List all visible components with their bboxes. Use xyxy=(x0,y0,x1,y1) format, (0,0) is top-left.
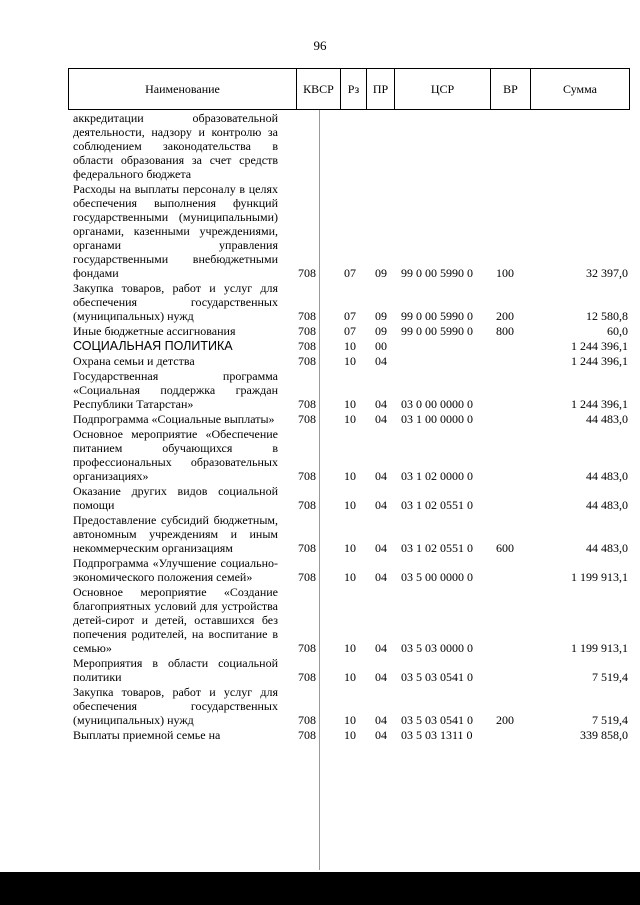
row-rz: 10 xyxy=(344,713,356,727)
table-row xyxy=(68,111,630,181)
table-row xyxy=(68,324,630,338)
row-sum: 44 483,0 xyxy=(586,541,628,555)
page-number: 96 xyxy=(313,38,327,53)
row-name: Оказание других видов социальной помощи xyxy=(73,484,278,512)
row-kvsr: 708 xyxy=(298,570,316,584)
row-pr: 04 xyxy=(375,641,387,655)
row-sum: 339 858,0 xyxy=(580,728,628,742)
row-csr: 03 5 03 0000 0 xyxy=(401,641,473,655)
header-name: Наименование xyxy=(69,69,297,109)
row-name: Мероприятия в области социальной политики xyxy=(73,656,278,684)
row-pr: 04 xyxy=(375,397,387,411)
row-sum: 44 483,0 xyxy=(586,469,628,483)
row-vr: 600 xyxy=(496,541,514,555)
row-name: Закупка товаров, работ и услуг для обеспечения государственных (муниципальных) нужд xyxy=(73,281,278,323)
row-kvsr: 708 xyxy=(298,541,316,555)
row-name: Предоставление субсидий бюджетным, автономным учреждениям и иным некоммерческим организациям xyxy=(73,513,278,555)
row-kvsr: 708 xyxy=(298,498,316,512)
row-sum: 60,0 xyxy=(607,324,628,338)
row-kvsr: 708 xyxy=(298,309,316,323)
table-row xyxy=(68,685,630,727)
row-rz: 10 xyxy=(344,339,356,353)
header-csr: ЦСР xyxy=(395,69,491,109)
row-sum: 1 199 913,1 xyxy=(571,570,628,584)
row-csr: 99 0 00 5990 0 xyxy=(401,266,473,280)
table-row xyxy=(68,513,630,555)
row-pr: 09 xyxy=(375,266,387,280)
row-name: Расходы на выплаты персоналу в целях обеспечения выполнения функций государственными (муниципальными) органами, казенными учреждениями, органами управления государственными внебюджетными фондами xyxy=(73,182,278,280)
table-body xyxy=(68,111,630,742)
row-pr: 04 xyxy=(375,670,387,684)
row-pr: 04 xyxy=(375,713,387,727)
scan-bottom-edge xyxy=(0,872,640,905)
row-kvsr: 708 xyxy=(298,728,316,742)
row-kvsr: 708 xyxy=(298,339,316,353)
row-rz: 10 xyxy=(344,469,356,483)
table-row xyxy=(68,585,630,655)
row-name: СОЦИАЛЬНАЯ ПОЛИТИКА xyxy=(73,339,233,353)
row-csr: 03 5 03 0541 0 xyxy=(401,713,473,727)
table-row xyxy=(68,412,630,426)
row-vr: 800 xyxy=(496,324,514,338)
row-kvsr: 708 xyxy=(298,412,316,426)
row-csr: 03 1 00 0000 0 xyxy=(401,412,473,426)
row-kvsr: 708 xyxy=(298,469,316,483)
row-name: Подпрограмма «Социальные выплаты» xyxy=(73,412,275,426)
row-kvsr: 708 xyxy=(298,713,316,727)
column-divider xyxy=(319,110,320,870)
header-pr: ПР xyxy=(367,69,395,109)
header-sum: Сумма xyxy=(563,82,597,96)
table-row xyxy=(68,339,630,353)
row-pr: 09 xyxy=(375,309,387,323)
row-sum: 1 244 396,1 xyxy=(571,397,628,411)
row-pr: 04 xyxy=(375,412,387,426)
row-csr: 03 1 02 0000 0 xyxy=(401,469,473,483)
row-vr: 200 xyxy=(496,309,514,323)
row-sum: 1 199 913,1 xyxy=(571,641,628,655)
row-rz: 10 xyxy=(344,354,356,368)
row-pr: 04 xyxy=(375,728,387,742)
row-pr: 04 xyxy=(375,354,387,368)
table-row xyxy=(68,427,630,483)
row-rz: 10 xyxy=(344,670,356,684)
table-row xyxy=(68,656,630,684)
row-vr: 200 xyxy=(496,713,514,727)
row-name: Основное мероприятие «Обеспечение питанием обучающихся в профессиональных образовательных организациях» xyxy=(73,427,278,483)
table-row xyxy=(68,354,630,368)
row-rz: 07 xyxy=(344,324,356,338)
row-pr: 09 xyxy=(375,324,387,338)
row-name: аккредитации образовательной деятельности, надзору и контролю за соблюдением законодательства в области образования за счет средств федерального бюджета xyxy=(73,111,278,181)
row-rz: 10 xyxy=(344,641,356,655)
row-name: Иные бюджетные ассигнования xyxy=(73,324,236,338)
row-csr: 03 1 02 0551 0 xyxy=(401,498,473,512)
row-kvsr: 708 xyxy=(298,354,316,368)
row-csr: 03 5 03 0541 0 xyxy=(401,670,473,684)
row-name: Государственная программа «Социальная поддержка граждан Республики Татарстан» xyxy=(73,369,278,411)
row-rz: 10 xyxy=(344,728,356,742)
row-csr: 03 5 03 1311 0 xyxy=(401,728,473,742)
row-csr: 99 0 00 5990 0 xyxy=(401,309,473,323)
table-row xyxy=(68,182,630,280)
row-pr: 00 xyxy=(375,339,387,353)
row-sum: 1 244 396,1 xyxy=(571,339,628,353)
row-csr: 99 0 00 5990 0 xyxy=(401,324,473,338)
header-kvsr: КВСР xyxy=(297,69,341,109)
row-csr: 03 1 02 0551 0 xyxy=(401,541,473,555)
row-kvsr: 708 xyxy=(298,670,316,684)
row-kvsr: 708 xyxy=(298,266,316,280)
row-csr: 03 5 00 0000 0 xyxy=(401,570,473,584)
row-csr: 03 0 00 0000 0 xyxy=(401,397,473,411)
table-row xyxy=(68,281,630,323)
row-rz: 07 xyxy=(344,266,356,280)
row-kvsr: 708 xyxy=(298,324,316,338)
budget-table xyxy=(68,68,630,742)
row-sum: 12 580,8 xyxy=(586,309,628,323)
row-rz: 10 xyxy=(344,541,356,555)
row-rz: 10 xyxy=(344,570,356,584)
row-name: Закупка товаров, работ и услуг для обеспечения государственных (муниципальных) нужд xyxy=(73,685,278,727)
row-sum: 7 519,4 xyxy=(592,713,628,727)
header-vr: ВР xyxy=(491,69,531,109)
table-row xyxy=(68,556,630,584)
header-rz: Рз xyxy=(341,69,367,109)
row-name: Выплаты приемной семье на xyxy=(73,728,221,742)
row-pr: 04 xyxy=(375,541,387,555)
row-sum: 32 397,0 xyxy=(586,266,628,280)
row-name: Охрана семьи и детства xyxy=(73,354,195,368)
row-pr: 04 xyxy=(375,469,387,483)
row-rz: 10 xyxy=(344,412,356,426)
row-vr: 100 xyxy=(496,266,514,280)
row-sum: 44 483,0 xyxy=(586,498,628,512)
row-pr: 04 xyxy=(375,570,387,584)
row-pr: 04 xyxy=(375,498,387,512)
row-rz: 10 xyxy=(344,498,356,512)
row-sum: 1 244 396,1 xyxy=(571,354,628,368)
table-row xyxy=(68,728,630,742)
row-rz: 10 xyxy=(344,397,356,411)
table-row xyxy=(68,484,630,512)
row-rz: 07 xyxy=(344,309,356,323)
row-sum: 7 519,4 xyxy=(592,670,628,684)
row-kvsr: 708 xyxy=(298,641,316,655)
row-name: Основное мероприятие «Создание благоприятных условий для устройства детей-сирот и детей, оставшихся без попечения родителей, на воспитание в семью» xyxy=(73,585,278,655)
table-header xyxy=(68,68,630,110)
table-row xyxy=(68,369,630,411)
row-name: Подпрограмма «Улучшение социально-экономического положения семей» xyxy=(73,556,278,584)
row-sum: 44 483,0 xyxy=(586,412,628,426)
row-kvsr: 708 xyxy=(298,397,316,411)
